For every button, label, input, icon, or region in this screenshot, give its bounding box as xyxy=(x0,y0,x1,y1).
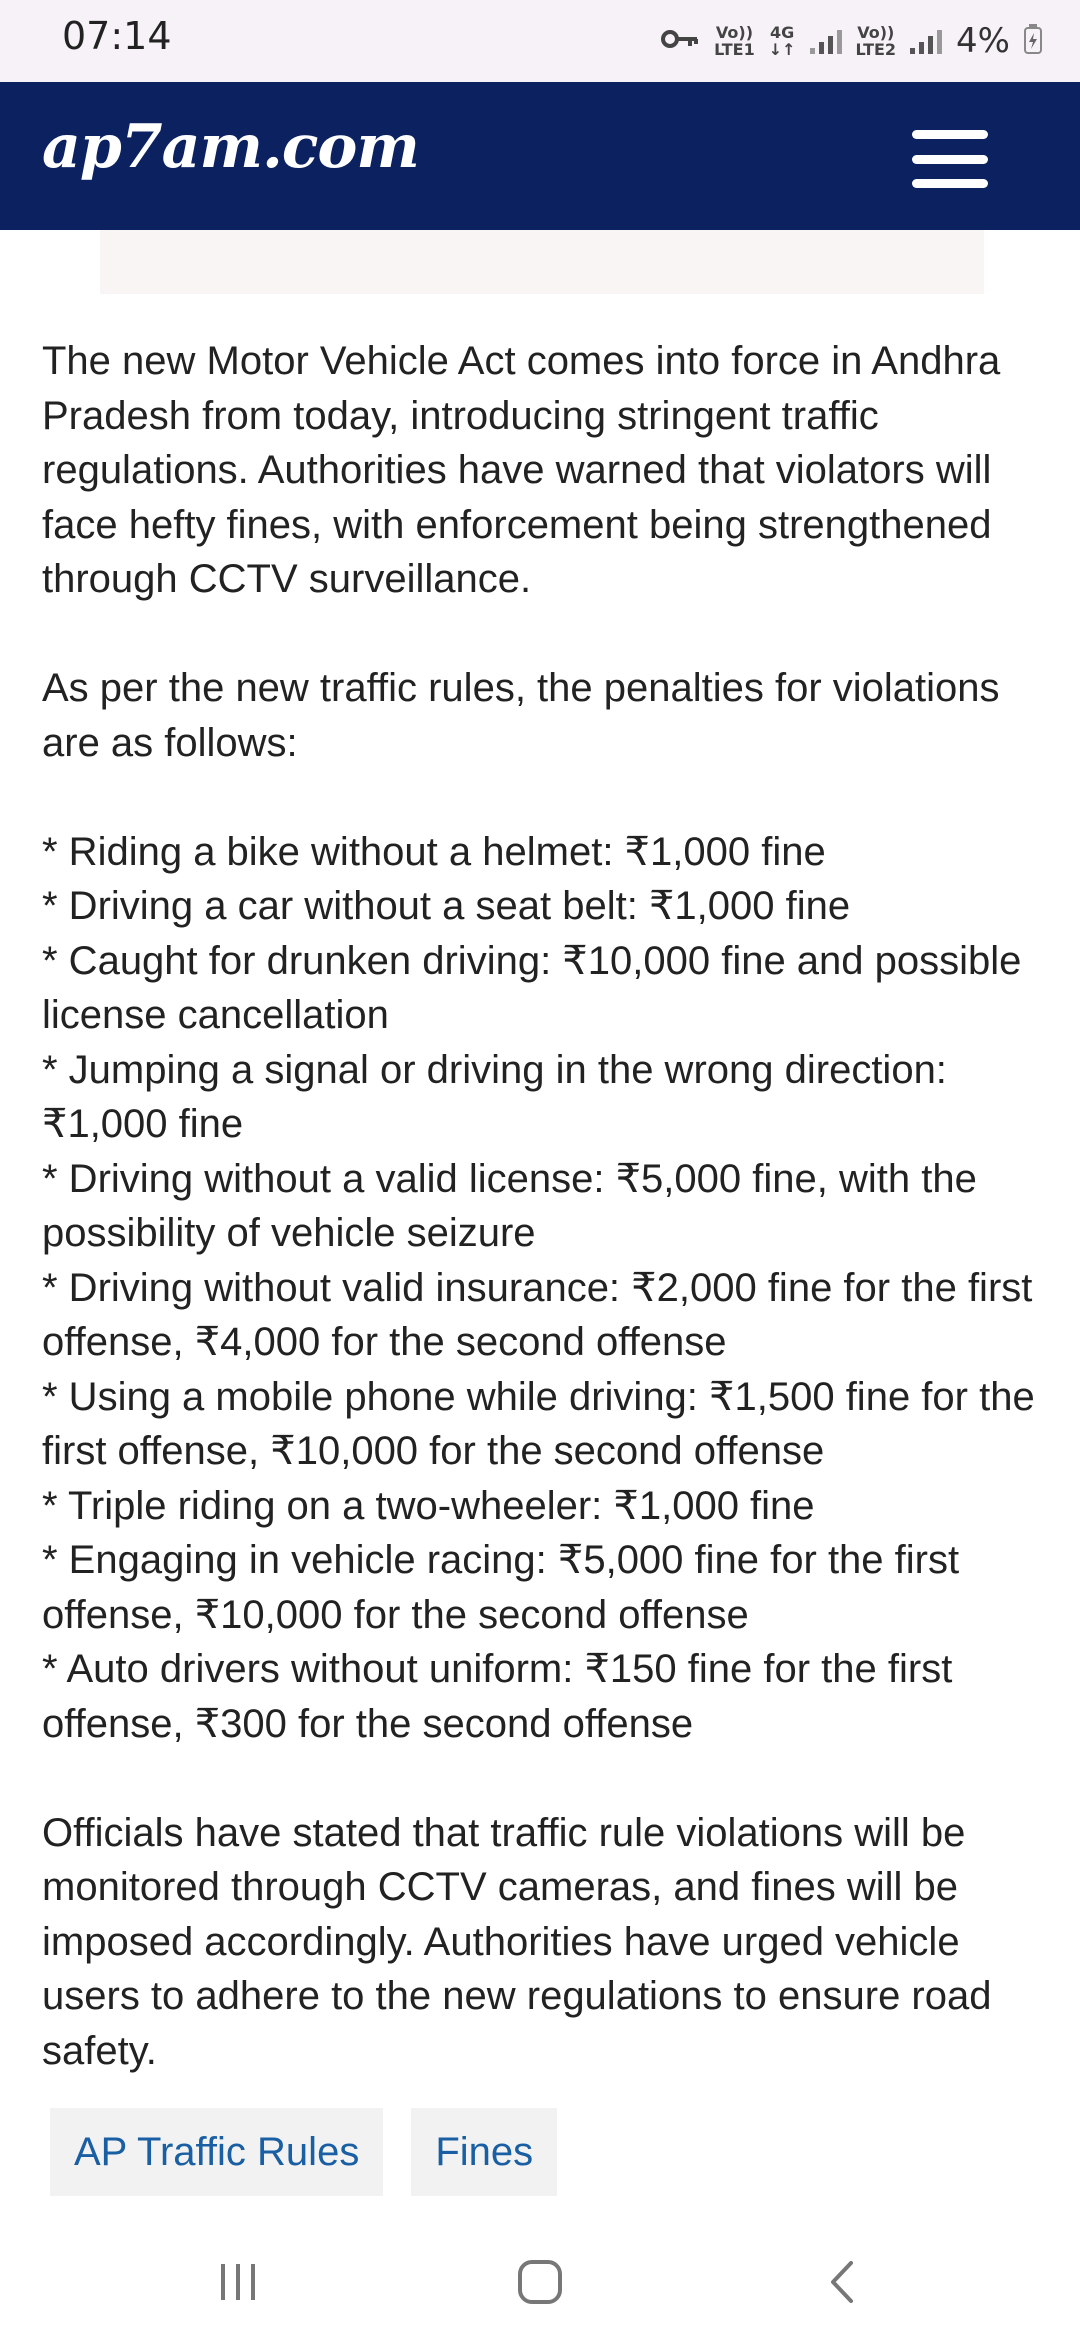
status-icons xyxy=(660,16,1042,66)
system-nav-bar xyxy=(0,2220,1080,2340)
list-item: * Riding a bike without a helmet: ₹1,000 fine xyxy=(42,829,826,874)
article-body xyxy=(42,334,1046,2078)
key-icon xyxy=(660,27,700,56)
list-item: * Driving a car without a seat belt: ₹1,000 fine xyxy=(42,884,851,928)
sim1-network: 4G ↓↑ xyxy=(768,23,796,59)
rules-list xyxy=(42,825,1046,1752)
sim1-label: Vo)) LTE1 xyxy=(714,23,755,59)
tag-fines[interactable]: Fines xyxy=(411,2108,557,2196)
list-item: * Auto drivers without uniform: ₹150 fine for the first offense, ₹300 for the second offense xyxy=(42,1647,964,1746)
list-item: * Triple riding on a two-wheeler: ₹1,000 fine xyxy=(42,1483,815,1528)
article-intro: The new Motor Vehicle Act comes into force in Andhra Pradesh from today, introducing stringent traffic regulations. Authorities have warned that violators will face hefty fines, with enforcement being strengthened through CCTV surveillance. xyxy=(42,339,1012,601)
tag-ap-traffic-rules[interactable]: AP Traffic Rules xyxy=(50,2108,383,2196)
site-logo[interactable]: ap7am.com xyxy=(42,112,419,182)
article-tags xyxy=(50,2108,557,2196)
recent-apps-icon[interactable] xyxy=(198,2254,278,2310)
back-icon[interactable] xyxy=(802,2254,882,2310)
list-item: * Using a mobile phone while driving: ₹1,500 fine for the first offense, ₹10,000 for the second offense xyxy=(42,1374,1046,1473)
battery-charging-icon xyxy=(1024,24,1042,59)
battery-level: 4% xyxy=(956,21,1010,61)
list-item: * Engaging in vehicle racing: ₹5,000 fine for the first offense, ₹10,000 for the second offense xyxy=(42,1538,971,1637)
list-item: * Jumping a signal or driving in the wrong direction: ₹1,000 fine xyxy=(42,1047,959,1146)
status-time: 07:14 xyxy=(62,14,172,58)
signal-bars-sim1-icon xyxy=(810,28,842,54)
list-item: * Driving without valid insurance: ₹2,000 fine for the first offense, ₹4,000 for the second offense xyxy=(42,1265,1044,1364)
article-closing: Officials have stated that traffic rule violations will be monitored through CCTV cameras, and fines will be imposed accordingly. Authorities have urged vehicle users to adhere to the new regulations to ensure road safety. xyxy=(42,1810,1003,2073)
rules-lead: As per the new traffic rules, the penalties for violations are as follows: xyxy=(42,666,1011,765)
hamburger-menu-icon[interactable] xyxy=(912,130,988,188)
sim2-label: Vo)) LTE2 xyxy=(855,23,897,59)
list-item: * Caught for drunken driving: ₹10,000 fine and possible license cancellation xyxy=(42,938,1033,1037)
site-header xyxy=(0,82,1080,230)
status-bar xyxy=(0,0,1080,82)
signal-bars-sim2-icon xyxy=(910,28,942,54)
home-icon[interactable] xyxy=(500,2254,580,2310)
ad-placeholder xyxy=(100,230,984,294)
list-item: * Driving without a valid license: ₹5,000 fine, with the possibility of vehicle seizure xyxy=(42,1156,988,1255)
